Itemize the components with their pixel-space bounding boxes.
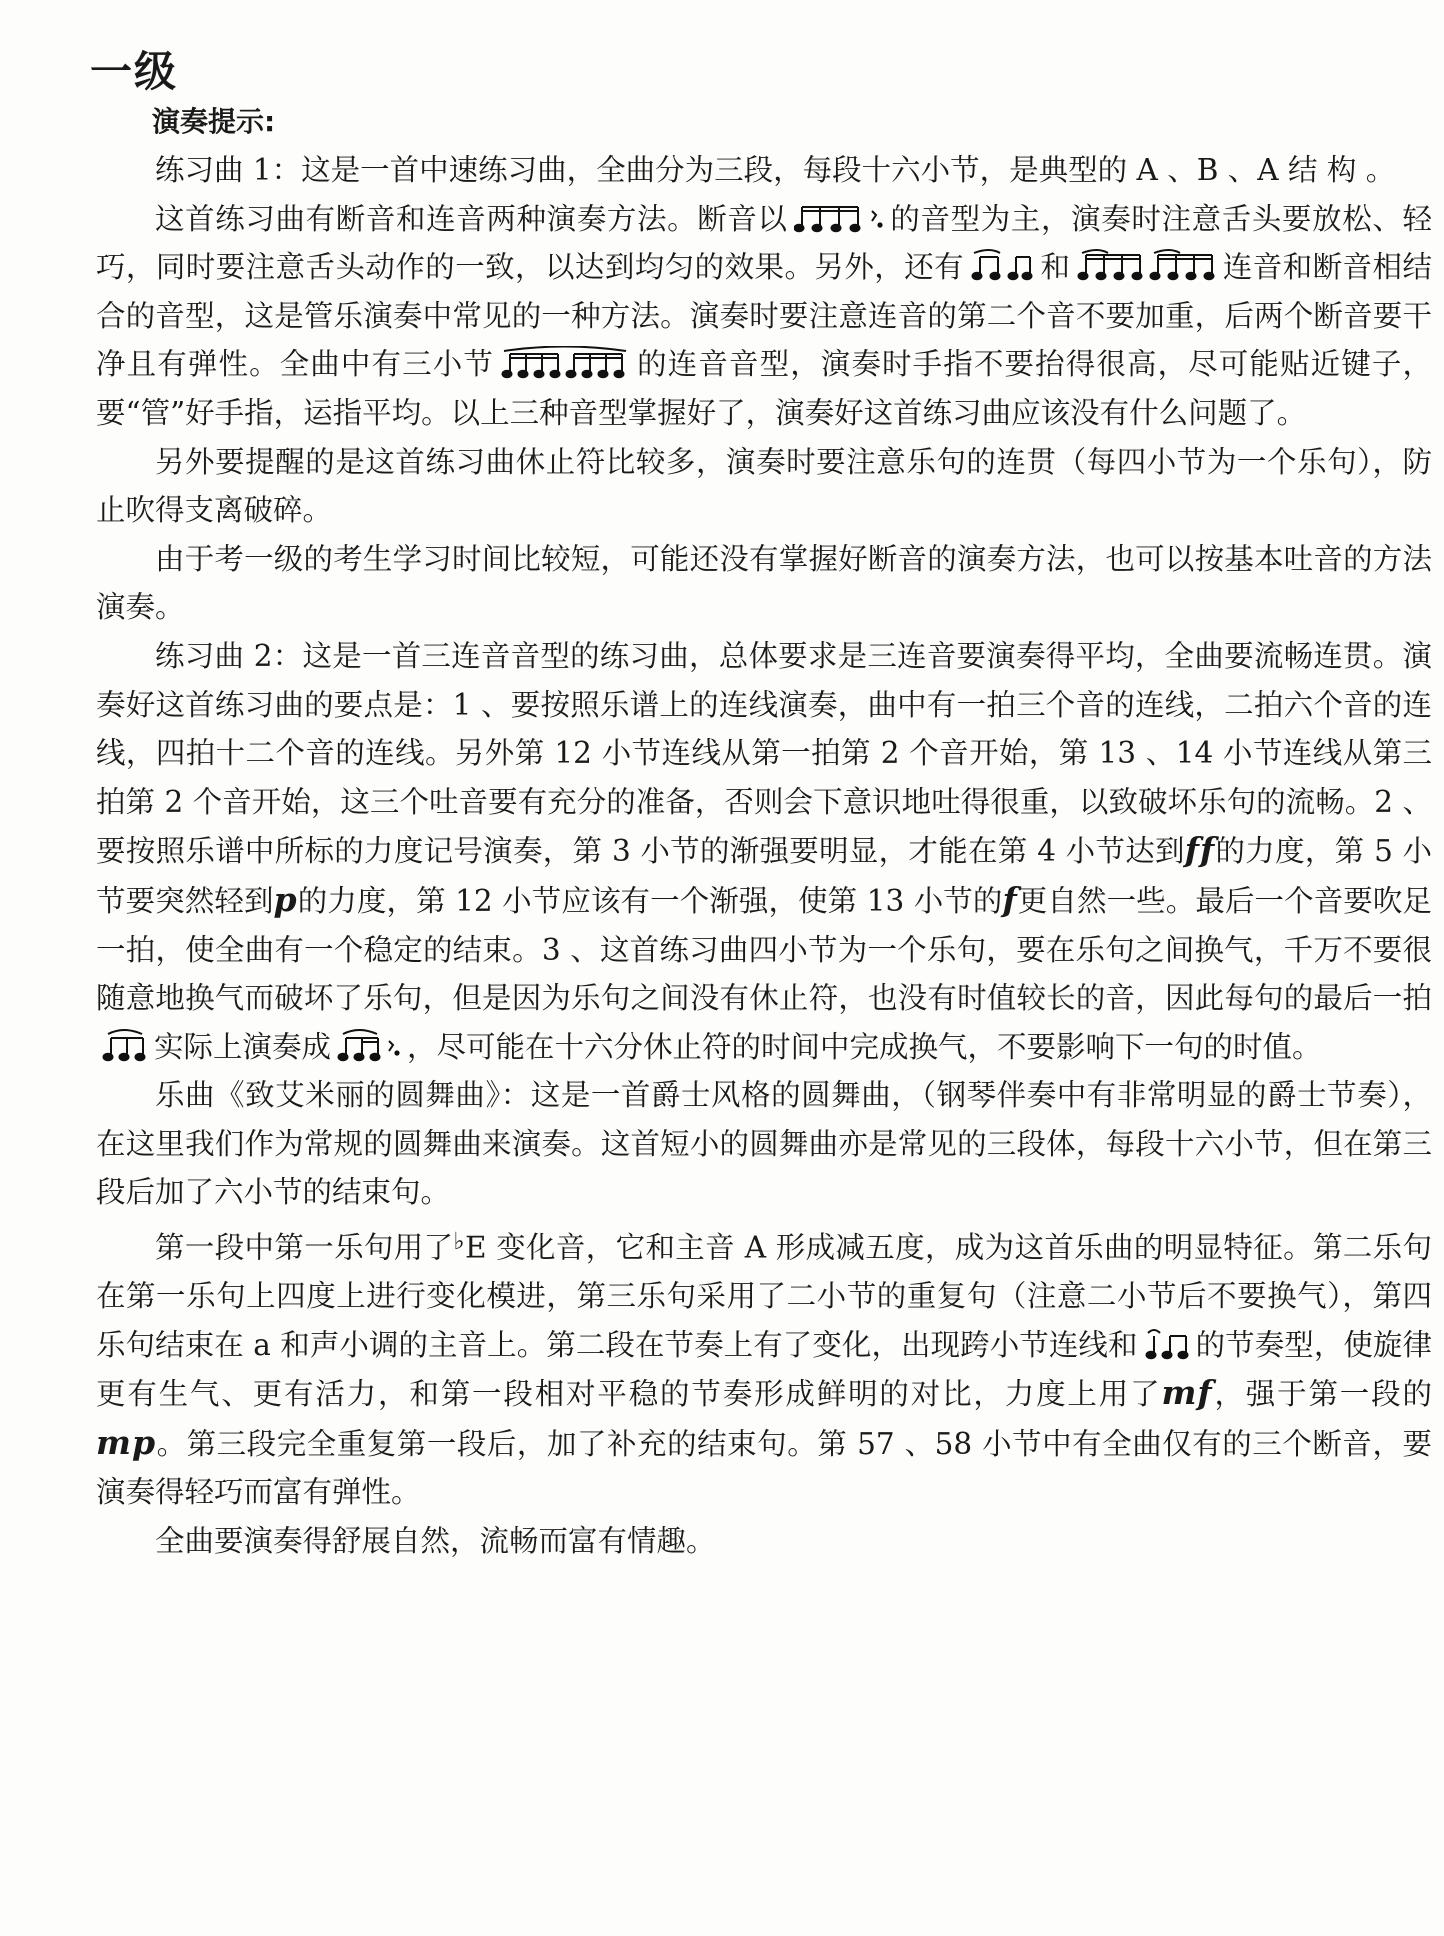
flat-sign: ♭ — [453, 1227, 465, 1256]
paragraph-text: 由于考一级的考生学习时间比较短，可能还没有掌握好断音的演奏方法，也可以按基本吐音的方法演奏。 — [96, 541, 1432, 625]
body-text — [96, 146, 1432, 1565]
slurred-staccato-rhythm-icon — [970, 249, 1034, 283]
paragraph-text: 的音型为主，演奏时注意舌头要放松、轻巧，同时要注意舌头动作的一致，以达到均匀的效果。另外，还有 — [96, 201, 1432, 285]
paragraph-text: 连音和断音相结合的音型，这是管乐演奏中常见的一种方法。演奏时要注意连音的第二个音不要加重，后两个断音要干净且有弹性。全曲中有三小节 — [96, 250, 1432, 382]
performance-tips-subheading: 演奏提示: — [152, 105, 276, 138]
level-heading: 一级 — [90, 47, 179, 96]
dynamic-p-mark: p — [273, 879, 298, 919]
triplet-with-rest-rhythm-icon — [337, 1029, 401, 1063]
paragraph-text: 实际上演奏成 — [154, 1029, 332, 1064]
dynamic-mp-mark: mp — [96, 1422, 157, 1462]
paragraph-text: 第一段中第一乐句用了 — [155, 1230, 454, 1265]
paragraph-text: 的节奏型，使旋律更有生气、更有活力，和第一段相对平稳的节奏形成鲜明的对比，力度上用了 — [96, 1327, 1432, 1412]
paragraph-etude1-intro — [96, 146, 1432, 195]
dynamic-mf-mark: mf — [1161, 1373, 1213, 1413]
paragraph-text: 这首练习曲有断音和连音两种演奏方法。断音以 — [155, 201, 788, 236]
paragraph-text: 另外要提醒的是这首练习曲休止符比较多，演奏时要注意乐句的连贯（每四小节为一个乐句），防止吹得支离破碎。 — [96, 444, 1432, 528]
paragraph-etude1-beginner — [96, 535, 1432, 632]
paragraph-text: 和 — [1040, 250, 1071, 285]
paragraph-text: E 变化音，它和主音 A 形成减五度，成为这首乐曲的明显特征。第二乐句在第一乐句上四度上进行变化模进，第三乐句采用了二小节的重复句（注意二小节后不要换气），第四乐句结束在 a 和声小调的主音上。第二段在节奏上有了变化，出现跨小节连线和 — [96, 1230, 1432, 1362]
paragraph-etude1-phrasing — [96, 438, 1432, 535]
paragraph-text: 乐曲《致艾米丽的圆舞曲》：这是一首爵士风格的圆舞曲，（钢琴伴奏中有非常明显的爵士节奏），在这里我们作为常规的圆舞曲来演奏。这首短小的圆舞曲亦是常见的三段体，每段十六小节，但在第三段后加了六小节的结束句。 — [96, 1078, 1432, 1210]
paragraph-text: 的连音音型，演奏时手指不要抬得很高，尽可能贴近键子，要“管”好手指，运指平均。以上三种音型掌握好了，演奏好这首练习曲应该没有什么问题了。 — [96, 347, 1432, 430]
paragraph-etude1-articulation — [96, 195, 1432, 438]
paragraph-waltz-intro — [96, 1071, 1432, 1217]
sixteenth-notes-rest-rhythm-icon — [794, 201, 884, 235]
paragraph-waltz-summary — [96, 1517, 1432, 1566]
two-slur-staccato-group-rhythm-icon — [1076, 249, 1216, 283]
slurred-sixteenths-rhythm-icon — [500, 346, 630, 380]
paragraph-text: ，尽可能在十六分休止符的时间中完成换气，不要影响下一句的时值。 — [407, 1029, 1322, 1064]
paragraph-etude2 — [96, 632, 1432, 1071]
paragraph-text: 。第三段完全重复第一段后，加了补充的结束句。第 57 、58 小节中有全曲仅有的三个断音，要演奏得轻巧而富有弹性。 — [96, 1426, 1432, 1510]
paragraph-text: ，强于第一段的 — [1212, 1377, 1432, 1412]
dynamic-ff-mark: ff — [1184, 830, 1216, 870]
syncopated-rhythm-icon — [1144, 1327, 1190, 1361]
paragraph-text: 练习曲 2：这是一首三连音音型的练习曲，总体要求是三连音要演奏得平均，全曲要流畅连贯。演奏好这首练习曲的要点是：1 、要按照乐谱上的连线演奏，曲中有一拍三个音的连线，二拍六个音的连线，四拍十二个音的连线。另外第 12 小节连线从第一拍第 2 个音开始，第 13 、14 小节连线从第三拍第 2 个音开始，这三个吐音要有充分的准备，否则会下意识地吐得很重，以致破坏乐句的流畅。2 、要按照乐谱中所标的力度记号演奏，第 3 小节的渐强要明显，才能在第 4 小节达到 — [96, 638, 1432, 869]
paragraph-text: 的力度，第 5 小节要突然轻到 — [96, 834, 1433, 918]
dynamic-f-mark: f — [1002, 879, 1018, 919]
paragraph-text: 练习曲 1：这是一首中速练习曲，全曲分为三段，每段十六小节，是典型的 A 、B 、A 结 构 。 — [155, 153, 1396, 187]
triplet-rhythm-icon — [102, 1029, 148, 1063]
paragraph-text: 更自然一些。最后一个音要吹足一拍，使全曲有一个稳定的结束。3 、这首练习曲四小节为一个乐句，要在乐句之间换气，千万不要很随意地换气而破坏了乐句，但是因为乐句之间没有休止符，也没有时值较长的音，因此每句的最后一拍 — [96, 883, 1432, 1016]
paragraph-waltz-analysis — [96, 1217, 1432, 1517]
paragraph-text: 全曲要演奏得舒展自然，流畅而富有情趣。 — [155, 1523, 716, 1558]
paragraph-text: 的力度，第 12 小节应该有一个渐强，使第 13 小节的 — [297, 883, 1003, 918]
